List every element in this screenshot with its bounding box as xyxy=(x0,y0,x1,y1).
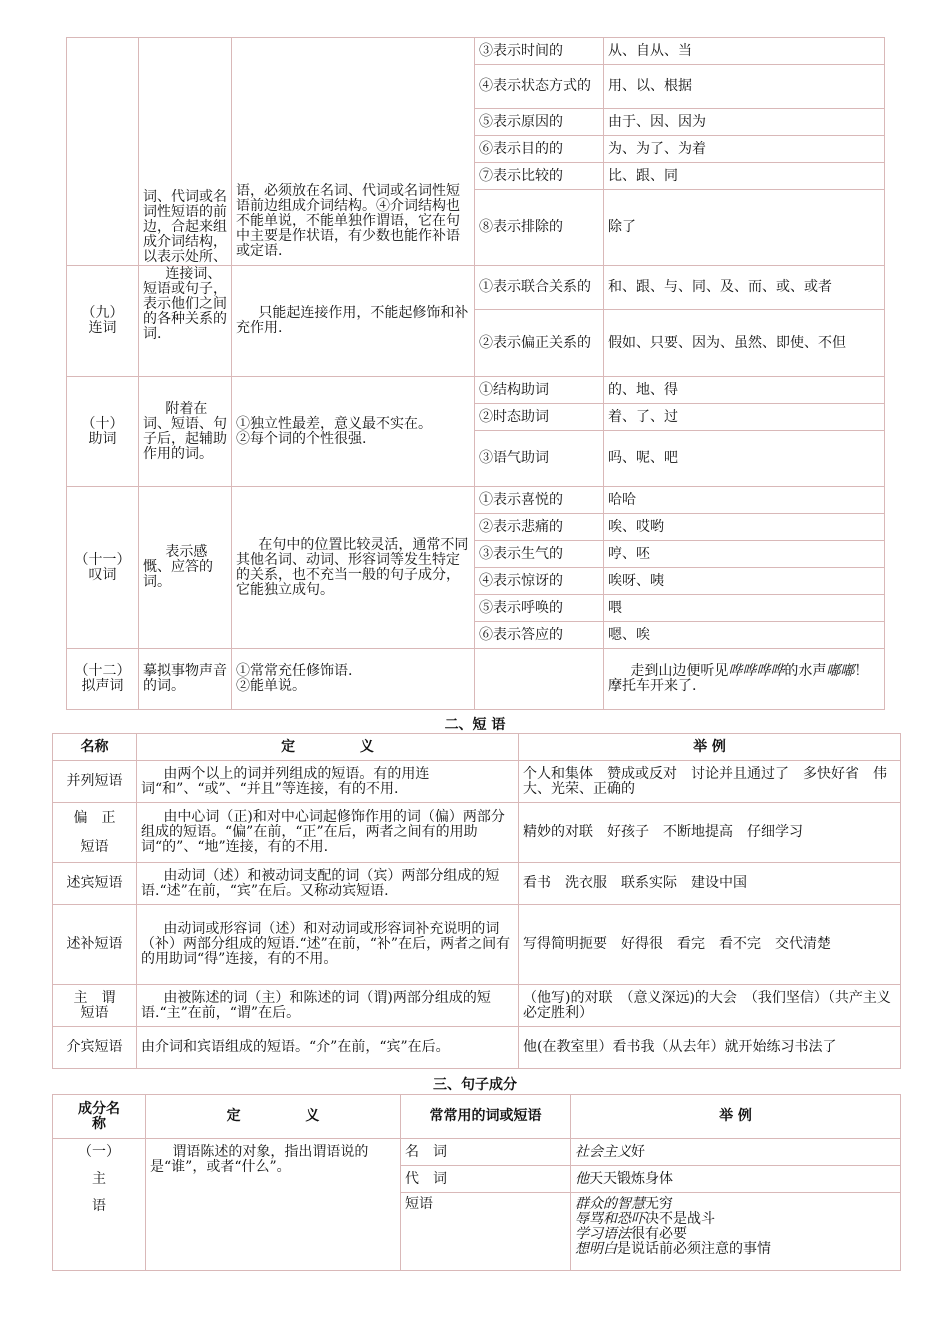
phrase-name: 并列短语 xyxy=(53,761,137,803)
subtype-cell: ④表示状态方式的 xyxy=(475,65,604,109)
pos-name-cell xyxy=(67,38,139,266)
table-row xyxy=(53,1027,901,1069)
phrase-name: 述补短语 xyxy=(53,905,137,985)
table-row xyxy=(67,38,885,65)
subtype-cell: ③表示生气的 xyxy=(475,541,604,568)
header-example: 举 例 xyxy=(571,1095,901,1139)
subject-example: 群众的智慧无穷 辱骂和恐吓决不是战斗 学习语法很有必要 想明白是说话前必须注意的事情 xyxy=(571,1193,901,1271)
example-cell: 哈哈 xyxy=(604,487,885,514)
pos-name-conj: （九） 连词 xyxy=(67,266,139,377)
table-row xyxy=(53,761,901,803)
table-row xyxy=(53,905,901,985)
table-row xyxy=(53,863,901,905)
table-header-row xyxy=(53,1095,901,1139)
example-cell: 用、以、根据 xyxy=(604,65,885,109)
phrase-example: 精妙的对联 好孩子 不断地提高 仔细学习 xyxy=(519,803,901,863)
header-definition: 定 义 xyxy=(137,734,519,761)
common-word: 名 词 xyxy=(401,1139,571,1166)
subtype-cell: ⑧表示排除的 xyxy=(475,190,604,266)
header-common: 常常用的词或短语 xyxy=(401,1095,571,1139)
subtype-cell: ①结构助词 xyxy=(475,377,604,404)
example-cell: 着、了、过 xyxy=(604,404,885,431)
subtype-cell: ③语气助词 xyxy=(475,431,604,487)
phrase-example: 写得简明扼要 好得很 看完 看不完 交代清楚 xyxy=(519,905,901,985)
example-cell: 吗、呢、吧 xyxy=(604,431,885,487)
subtype-cell: ②表示悲痛的 xyxy=(475,514,604,541)
phrase-definition: 由被陈述的词（主）和陈述的词（谓)两部分组成的短语.“主”在前，“谓”在后。 xyxy=(137,985,519,1027)
example-cell: 唉、哎哟 xyxy=(604,514,885,541)
subtype-cell: ⑥表示目的的 xyxy=(475,136,604,163)
prep-meaning: 词、代词或名词性短语的前边，合起来组成介词结构，以表示处所、 xyxy=(139,38,232,266)
subtype-cell: ⑦表示比较的 xyxy=(475,163,604,190)
example-cell: 比、跟、同 xyxy=(604,163,885,190)
sentence-table xyxy=(52,1094,901,1271)
pos-table xyxy=(66,37,885,710)
phrase-definition: 由中心词（正)和对中心词起修饰作用的词（偏）两部分组成的短语。“偏”在前，“正”在后，两者之间有的用助词“的”、“地”连接，有的不用. xyxy=(137,803,519,863)
common-word: 代 词 xyxy=(401,1166,571,1193)
subtype-cell: ⑤表示原因的 xyxy=(475,109,604,136)
example-cell: 除了 xyxy=(604,190,885,266)
subtype-cell: ①表示喜悦的 xyxy=(475,487,604,514)
phrase-table xyxy=(52,733,901,1069)
example-cell: 哼、呸 xyxy=(604,541,885,568)
prep-features: 语，必须放在名词、代词或名词性短语前边组成介词结构。④介词结构也不能单说，不能单独作谓语，它在句中主要是作状语，有少数也能作补语或定语. xyxy=(232,38,475,266)
subject-definition: 谓语陈述的对象，指出谓语说的是“谁”，或者“什么”。 xyxy=(146,1139,401,1271)
interj-features: 在句中的位置比较灵活，通常不同其他名词、动词、形容词等发生特定的关系，也不充当一般的句子成分，它能独立成句。 xyxy=(232,487,475,649)
aux-features: ①独立性最差，意义最不实在。 ②每个词的个性很强. xyxy=(232,377,475,487)
example-cell: 为、为了、为着 xyxy=(604,136,885,163)
example-cell: 由于、因、因为 xyxy=(604,109,885,136)
phrase-name: 介宾短语 xyxy=(53,1027,137,1069)
section-title-phrases: 二、短 语 xyxy=(444,717,506,733)
table-row xyxy=(53,1139,901,1166)
phrase-name: 述宾短语 xyxy=(53,863,137,905)
subtype-cell: ④表示惊讶的 xyxy=(475,568,604,595)
example-cell: 假如、只要、因为、虽然、即使、不但 xyxy=(604,310,885,377)
header-example: 举 例 xyxy=(519,734,901,761)
subtype-cell xyxy=(475,649,604,710)
conj-meaning: 连接词、短语或句子，表示他们之间的各种关系的词. xyxy=(139,266,232,377)
phrase-example: 他(在教室里）看书我（从去年）就开始练习书法了 xyxy=(519,1027,901,1069)
phrase-definition: 由动词或形容词（述）和对动词或形容词补充说明的词（补）两部分组成的短语.“述”在前，“补”在后，两者之间有的用助词“得”连接，有的不用。 xyxy=(137,905,519,985)
phrase-name: 主 谓 短语 xyxy=(53,985,137,1027)
table-row xyxy=(53,985,901,1027)
phrase-name: 偏 正 短语 xyxy=(53,803,137,863)
example-cell: 嗯、唉 xyxy=(604,622,885,649)
subtype-cell: ③表示时间的 xyxy=(475,38,604,65)
component-subject: （一） 主 语 xyxy=(53,1139,146,1271)
example-cell: 唉呀、咦 xyxy=(604,568,885,595)
onom-meaning: 摹拟事物声音的词。 xyxy=(139,649,232,710)
subtype-cell: ②表示偏正关系的 xyxy=(475,310,604,377)
example-cell: 从、自从、当 xyxy=(604,38,885,65)
example-cell: 喂 xyxy=(604,595,885,622)
phrase-definition: 由两个以上的词并列组成的短语。有的用连词“和”、“或”、“并且”等连接，有的不用. xyxy=(137,761,519,803)
example-cell: 和、跟、与、同、及、而、或、或者 xyxy=(604,266,885,310)
conj-features: 只能起连接作用，不能起修饰和补充作用. xyxy=(232,266,475,377)
subtype-cell: ①表示联合关系的 xyxy=(475,266,604,310)
aux-meaning: 附着在词、短语、句子后，起辅助作用的词。 xyxy=(139,377,232,487)
subject-example: 他天天锻炼身体 xyxy=(571,1166,901,1193)
example-cell: 的、地、得 xyxy=(604,377,885,404)
common-word: 短语 xyxy=(401,1193,571,1271)
table-row xyxy=(67,649,885,710)
table-row xyxy=(67,487,885,514)
subtype-cell: ⑥表示答应的 xyxy=(475,622,604,649)
pos-name-aux: （十） 助词 xyxy=(67,377,139,487)
onom-example: 走到山边便听见哗哗哗哗的水声嘟嘟！摩托车开来了. xyxy=(604,649,885,710)
subject-example: 社会主义好 xyxy=(571,1139,901,1166)
pos-name-interj: （十一） 叹词 xyxy=(67,487,139,649)
phrase-example: 看书 洗衣服 联系实际 建设中国 xyxy=(519,863,901,905)
table-row xyxy=(53,803,901,863)
onom-features: ①常常充任修饰语. ②能单说。 xyxy=(232,649,475,710)
header-component: 成分名称 xyxy=(53,1095,146,1139)
phrase-example: （他写)的对联 （意义深远)的大会 （我们坚信）（共产主义必定胜利） xyxy=(519,985,901,1027)
phrase-example: 个人和集体 赞成或反对 讨论并且通过了 多快好省 伟大、光荣、正确的 xyxy=(519,761,901,803)
header-definition: 定 义 xyxy=(146,1095,401,1139)
table-header-row xyxy=(53,734,901,761)
table-row xyxy=(67,377,885,404)
table-row xyxy=(67,266,885,310)
section-title-sentence: 三、句子成分 xyxy=(433,1077,517,1093)
subtype-cell: ⑤表示呼唤的 xyxy=(475,595,604,622)
header-name: 名称 xyxy=(53,734,137,761)
interj-meaning: 表示感慨、应答的词。 xyxy=(139,487,232,649)
phrase-definition: 由介词和宾语组成的短语。“介”在前，“宾”在后。 xyxy=(137,1027,519,1069)
phrase-definition: 由动词（述）和被动词支配的词（宾）两部分组成的短语.“述”在前，“宾”在后。又称动宾短语. xyxy=(137,863,519,905)
subtype-cell: ②时态助词 xyxy=(475,404,604,431)
pos-name-onom: （十二） 拟声词 xyxy=(67,649,139,710)
